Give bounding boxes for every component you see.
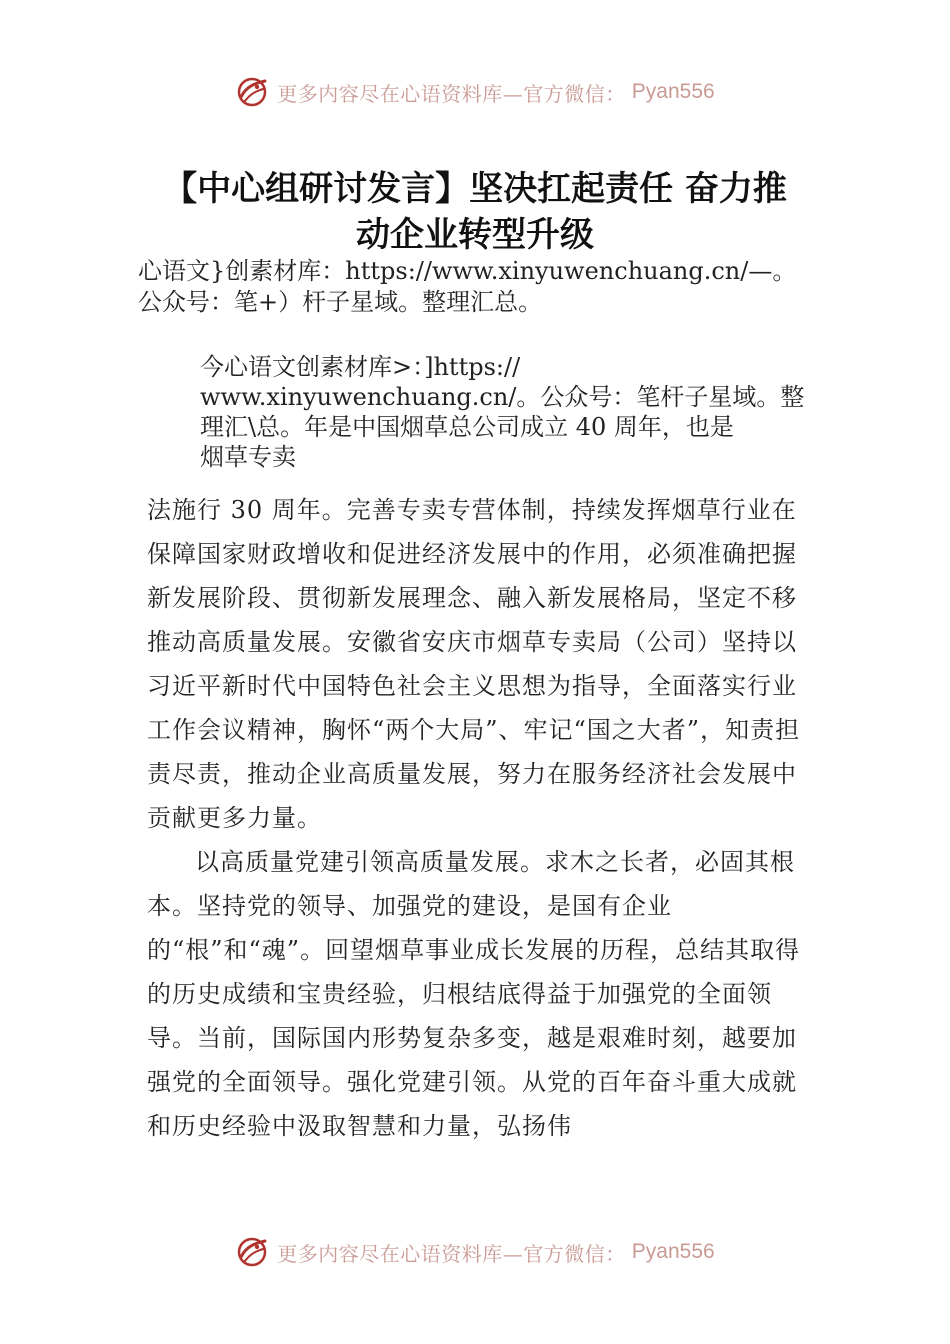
watermark-text: 更多内容尽在心语资料库—官方微信： [277, 1241, 626, 1266]
brand-logo-icon [235, 1235, 269, 1269]
quote-line-2: www.xinyuwenchuang.cn/。公众号：笔杆子星域。整 [200, 383, 805, 411]
quote-line-4: 烟草专卖 [200, 443, 296, 471]
footer-watermark [0, 1232, 950, 1272]
title-line-1: 【中心组研讨发言】坚决扛起责任 奋力推 [163, 169, 787, 209]
watermark-text: 更多内容尽在心语资料库—官方微信： [277, 81, 626, 106]
watermark-id: Pyan556 [631, 1240, 715, 1263]
document-title [110, 166, 840, 258]
brand-logo-icon [235, 75, 269, 109]
source-note [138, 256, 838, 318]
source-note-line-2: 公众号：笔+）杆子星域。整理汇总。 [138, 288, 543, 316]
paragraph-2: 以高质量党建引领高质量发展。求木之长者，必固其根本。坚持党的领导、加强党的建设，是国有企业的“根”和“魂”。回望烟草事业成长发展的历程，总结其取得的历史成绩和宝贵经验，归根结底得益于加强党的全面领导。当前，国际国内形势复杂多变，越是艰难时刻，越要加强党的全面领导。强化党建引领。从党的百年奋斗重大成就和历史经验中汲取智慧和力量，弘扬伟 [147, 848, 801, 1140]
watermark-id: Pyan556 [631, 80, 715, 103]
title-line-2: 动企业转型升级 [356, 215, 594, 255]
header-watermark [0, 72, 950, 112]
quote-line-3: 理汇\总。年是中国烟草总公司成立 40 周年，也是 [200, 413, 734, 441]
quote-block [200, 352, 830, 472]
paragraph-1: 法施行 30 周年。完善专卖专营体制，持续发挥烟草行业在保障国家财政增收和促进经济发展中的作用，必须准确把握新发展阶段、贯彻新发展理念、融入新发展格局，坚定不移推动高质量发展。安徽省安庆市烟草专卖局（公司）坚持以习近平新时代中国特色社会主义思想为指导，全面落实行业工作会议精神，胸怀“两个大局”、牢记“国之大者”，知责担责尽责，推动企业高质量发展，努力在服务经济社会发展中贡献更多力量。 [147, 496, 801, 832]
quote-line-1: 今心语文创素材库>：]https:// [200, 353, 521, 381]
body-text [147, 488, 812, 1148]
source-note-line-1: 心语文}创素材库：https://www.xinyuwenchuang.cn/—。 [138, 257, 797, 285]
